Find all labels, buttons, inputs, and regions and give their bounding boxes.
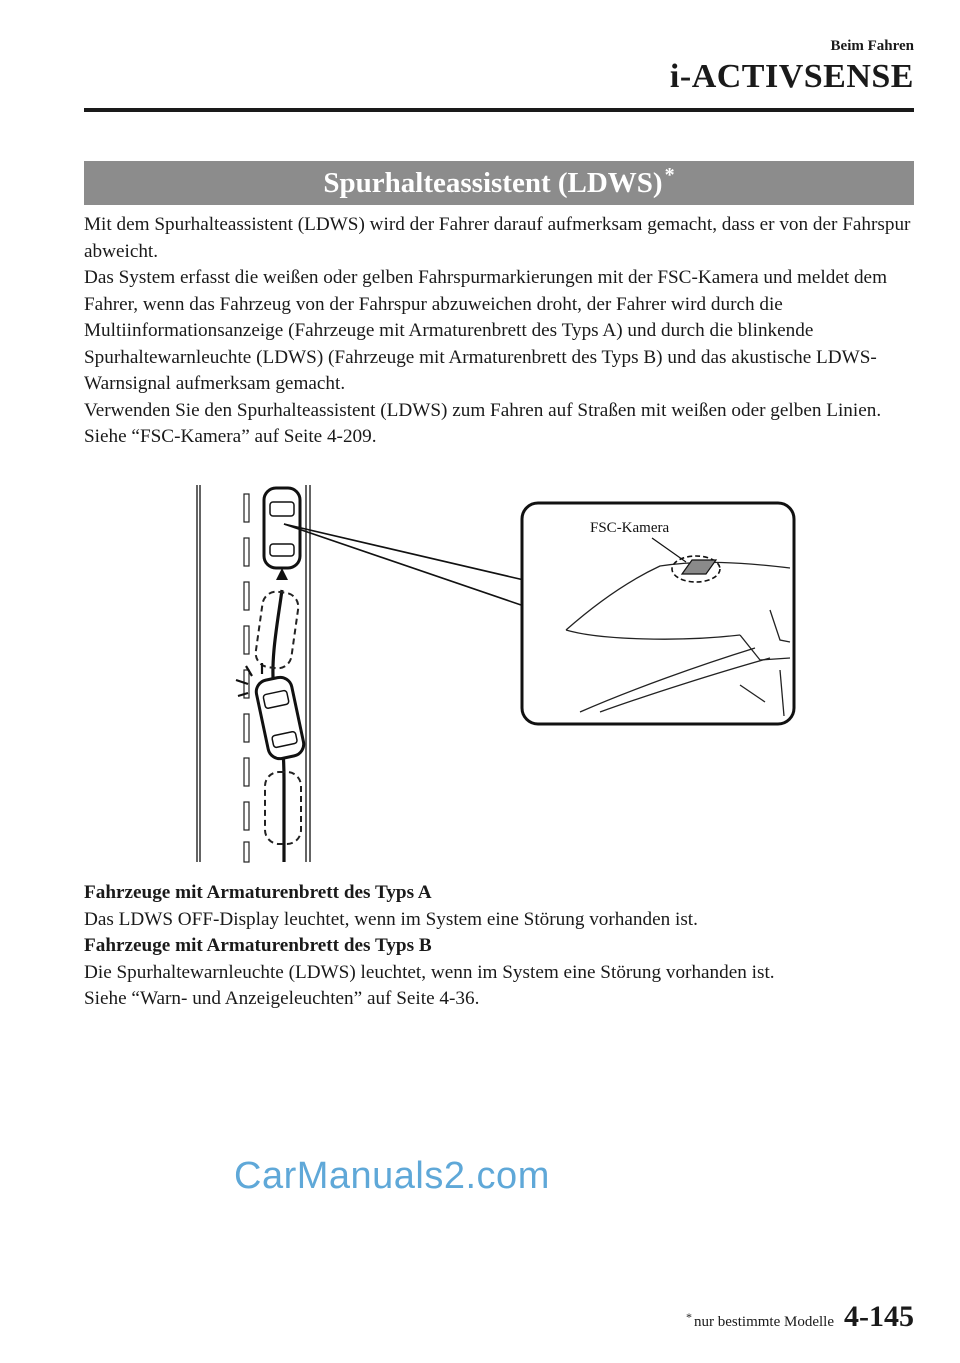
- car-departing: [254, 675, 306, 761]
- footnote-star-icon: *: [686, 1310, 693, 1324]
- path-arrow-icon: [276, 568, 288, 580]
- lane-marking-dashed: [244, 494, 249, 862]
- body-text: [84, 212, 920, 451]
- page-footer: [686, 1300, 914, 1334]
- cross-reference: Siehe “FSC-Kamera” auf Seite 4-209.: [84, 426, 377, 447]
- ldws-diagram: [180, 480, 800, 865]
- heading-type-b: Fahrzeuge mit Armaturenbrett des Typs B: [84, 935, 432, 956]
- section-title-bar: [84, 161, 914, 205]
- footnote: [686, 1310, 834, 1331]
- section-label: Beim Fahren: [830, 38, 914, 54]
- chapter-title: i-ACTIVSENSE: [669, 58, 914, 95]
- callout-line-bottom: [284, 524, 524, 606]
- footnote-text: nur bestimmte Modelle: [694, 1314, 834, 1330]
- page-number: 4-145: [844, 1300, 914, 1333]
- dashboard-notes: [84, 880, 920, 1013]
- note-type-a: Das LDWS OFF-Display leuchtet, wenn im System eine Störung vorhanden ist.: [84, 908, 698, 930]
- cross-reference: Siehe “Warn- und Anzeigeleuchten” auf Seite 4-36.: [84, 988, 480, 1009]
- paragraph: Mit dem Spurhalteassistent (LDWS) wird der Fahrer darauf aufmerksam gemacht, dass er von der Fahrspur abweicht.: [84, 214, 911, 262]
- callout-line-top: [284, 524, 524, 580]
- camera-label: FSC-Kamera: [590, 520, 670, 536]
- section-title: Spurhalteassistent (LDWS): [323, 166, 663, 199]
- watermark: CarManuals2.com: [234, 1155, 550, 1197]
- camera-inset-frame: [522, 503, 794, 724]
- note-type-b: Die Spurhaltewarnleuchte (LDWS) leuchtet, wenn im System eine Störung vorhanden ist.: [84, 961, 775, 983]
- paragraph: Das System erfasst die weißen oder gelben Fahrspurmarkierungen mit der FSC-Kamera und meldet dem Fahrer, wenn das Fahrzeug von der Fahrspur abzuweichen droht, der Fahrer wird durch die Multiinformationsanzeige (Fahrzeuge mit Armaturenbrett des Typs A) und durch die blinkende Spurhaltewarnleuchte (LDWS) (Fahrzeuge mit Armaturenbrett des Typs B) und das akustische LDWS-Warnsignal aufmerksam gemacht.: [84, 267, 887, 394]
- ldws-illustration: [180, 480, 800, 865]
- paragraph: Verwenden Sie den Spurhalteassistent (LDWS) zum Fahren auf Straßen mit weißen oder gelben Linien.: [84, 399, 882, 421]
- header-rule: [84, 108, 914, 112]
- heading-type-a: Fahrzeuge mit Armaturenbrett des Typs A: [84, 882, 432, 903]
- optional-star-icon: *: [664, 163, 675, 186]
